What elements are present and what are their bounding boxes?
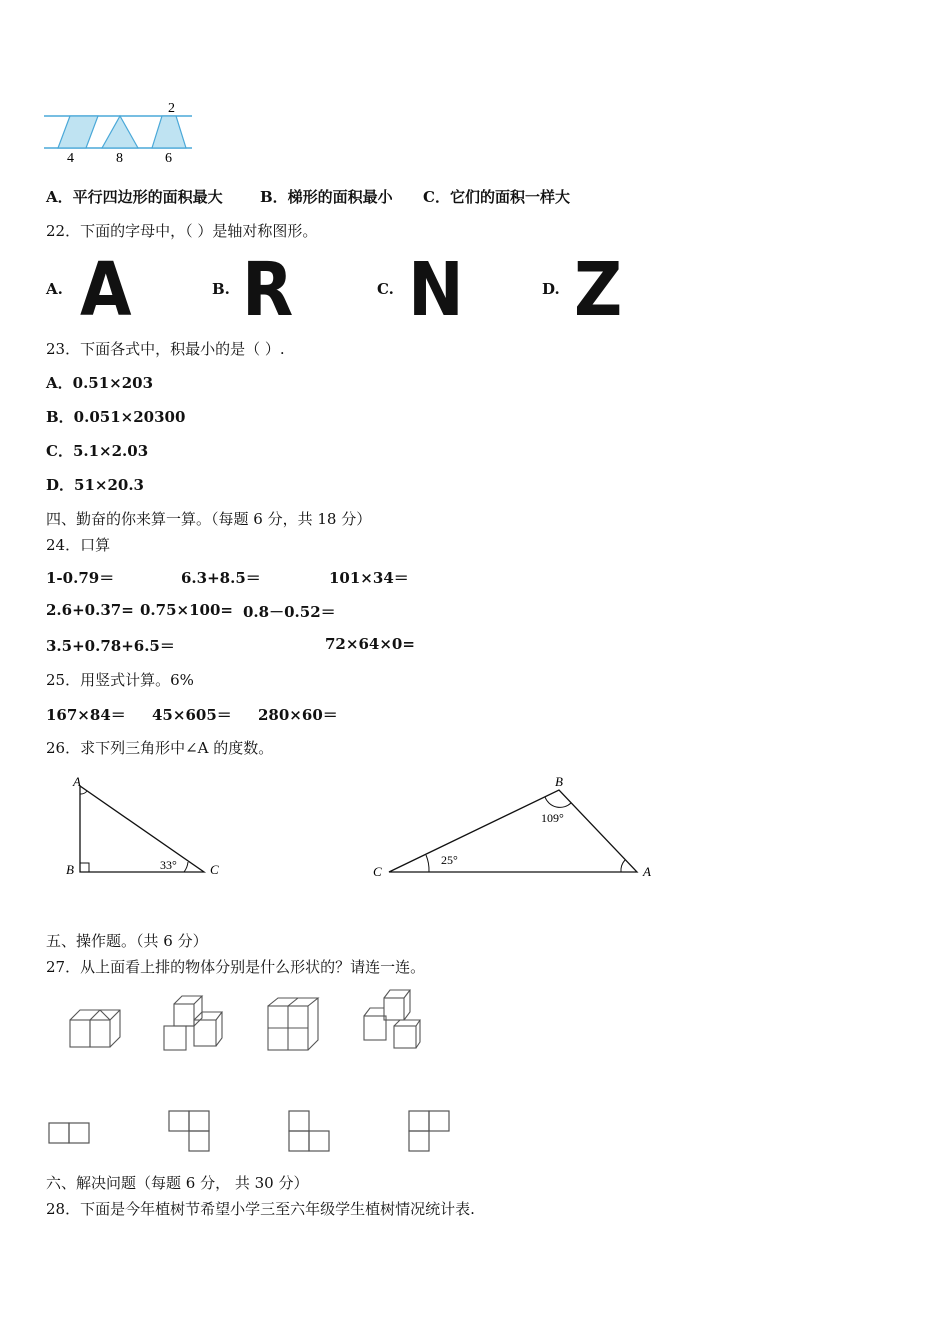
label-bottom-right: 6	[165, 151, 172, 166]
tri2-angle-b: 109°	[541, 811, 564, 825]
top-view-2[interactable]	[164, 1108, 214, 1156]
q24-r2-c2: 0.75×100=	[140, 601, 233, 619]
q22-option-b-label[interactable]: B.	[212, 280, 230, 298]
cube-group-1	[62, 1000, 132, 1056]
q23-option-d[interactable]: D．51×20.3	[46, 476, 144, 494]
q22-letter-a: A	[80, 247, 132, 333]
q25-item-2: 45×605＝	[152, 706, 232, 724]
q24-stem: 24．口算	[46, 536, 111, 554]
tri2-angle-c: 25°	[441, 853, 458, 867]
label-top: 2	[168, 101, 175, 116]
tri2-vertex-a: A	[643, 864, 651, 879]
q25-item-1: 167×84＝	[46, 706, 126, 724]
q23-stem: 23．下面各式中，积最小的是（ ）.	[46, 340, 285, 358]
q22-letter-r: R	[242, 247, 294, 333]
trapezoid-shape	[152, 116, 186, 148]
tri1-vertex-c: C	[210, 862, 219, 877]
q24-r1-c2: 6.3+8.5＝	[181, 569, 261, 587]
label-bottom-mid: 8	[116, 151, 123, 166]
q22-option-c-label[interactable]: C.	[377, 280, 394, 298]
q25-stem: 25．用竖式计算。6%	[46, 671, 194, 689]
q27-stem: 27．从上面看上排的物体分别是什么形状的？请连一连。	[46, 958, 426, 976]
top-view-3[interactable]	[284, 1108, 334, 1156]
q21-option-b[interactable]: B．梯形的面积最小	[260, 188, 393, 206]
q24-r1-c1: 1-0.79＝	[46, 569, 115, 587]
tri2-vertex-c: C	[373, 864, 382, 879]
q26-stem: 26．求下列三角形中∠A 的度数。	[46, 739, 274, 757]
q23-option-b[interactable]: B．0.051×20300	[46, 408, 186, 426]
q22-stem: 22．下面的字母中，（ ）是轴对称图形。	[46, 222, 318, 240]
shapes-figure	[40, 98, 200, 166]
q25-item-3: 280×60＝	[258, 706, 338, 724]
q22-letter-z: Z	[574, 247, 623, 333]
q22-letter-n: N	[408, 247, 464, 333]
tri2-vertex-b: B	[555, 774, 563, 789]
q21-option-c[interactable]: C．它们的面积一样大	[423, 188, 570, 206]
triangle-1	[60, 770, 230, 885]
q24-r2-c1: 2.6+0.37=	[46, 601, 134, 619]
section5-title: 五、操作题。（共 6 分）	[46, 932, 208, 950]
top-view-1[interactable]	[46, 1118, 96, 1148]
cube-group-4	[356, 986, 426, 1052]
q23-option-c[interactable]: C．5.1×2.03	[46, 442, 149, 460]
triangle-2	[365, 770, 665, 885]
section4-title: 四、勤奋的你来算一算。（每题 6 分，共 18 分）	[46, 510, 372, 528]
label-bottom-left: 4	[67, 151, 74, 166]
q24-r3-c1: 3.5+0.78+6.5＝	[46, 637, 175, 655]
triangle-shape	[102, 116, 138, 148]
q24-r3-c2: 72×64×0=	[325, 635, 415, 653]
q23-option-a[interactable]: A．0.51×203	[46, 374, 154, 392]
tri1-vertex-a: A	[73, 774, 81, 789]
q22-option-a-label[interactable]: A.	[46, 280, 63, 298]
section6-title: 六、解决问题（每题 6 分， 共 30 分）	[46, 1174, 309, 1192]
cube-group-2	[158, 990, 230, 1056]
q24-r1-c3: 101×34＝	[329, 569, 409, 587]
parallelogram-shape	[58, 116, 98, 148]
tri1-angle-c: 33°	[160, 858, 177, 872]
q28-stem: 28．下面是今年植树节希望小学三至六年级学生植树情况统计表.	[46, 1200, 475, 1218]
top-view-4[interactable]	[404, 1108, 454, 1156]
q22-option-d-label[interactable]: D.	[542, 280, 560, 298]
tri1-vertex-b: B	[66, 862, 74, 877]
q24-r2-c3: 0.8－0.52＝	[243, 603, 336, 621]
cube-group-3	[262, 992, 326, 1056]
q21-option-a[interactable]: A．平行四边形的面积最大	[46, 188, 223, 206]
